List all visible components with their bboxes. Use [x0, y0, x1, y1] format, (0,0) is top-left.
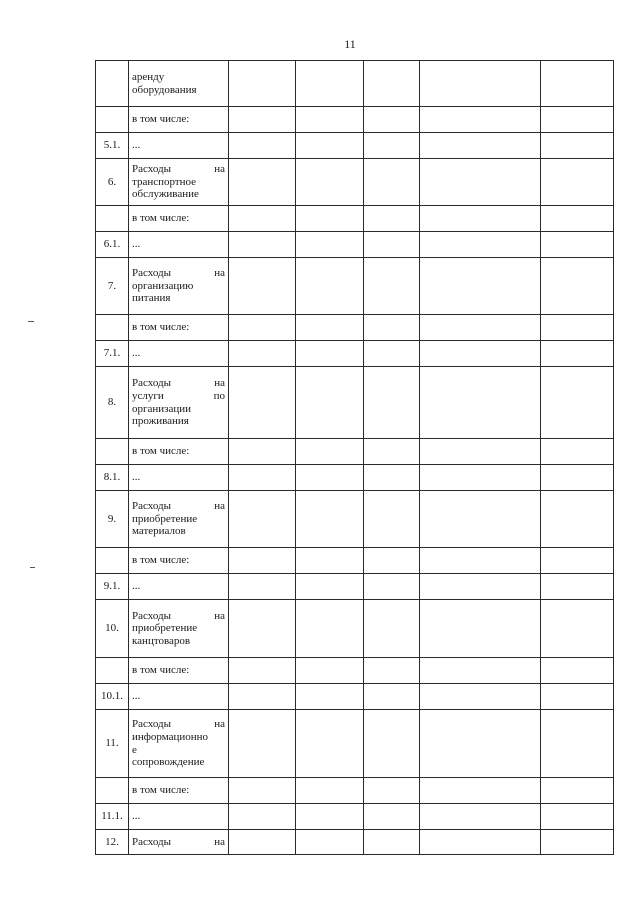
- empty-cell: [541, 232, 614, 258]
- row-description: [129, 107, 229, 133]
- row-description: [129, 830, 229, 855]
- empty-cell: [296, 804, 364, 830]
- row-number: [96, 778, 129, 804]
- description-line: е: [132, 743, 137, 756]
- row-number: 10.: [96, 600, 129, 658]
- empty-cell: [541, 341, 614, 367]
- empty-cell: [364, 258, 420, 315]
- table-row: [96, 658, 614, 684]
- empty-cell: [364, 439, 420, 465]
- row-description: [129, 574, 229, 600]
- empty-cell: [541, 574, 614, 600]
- empty-cell: [296, 778, 364, 804]
- empty-cell: [229, 491, 296, 548]
- empty-cell: [229, 341, 296, 367]
- table-row: [96, 341, 614, 367]
- description-line: ...: [132, 238, 141, 251]
- empty-cell: [364, 315, 420, 341]
- empty-cell: [420, 439, 541, 465]
- description-line: оборудования: [132, 83, 197, 96]
- empty-cell: [296, 439, 364, 465]
- empty-cell: [364, 804, 420, 830]
- empty-cell: [541, 548, 614, 574]
- row-description: [129, 658, 229, 684]
- empty-cell: [229, 658, 296, 684]
- empty-cell: [296, 830, 364, 855]
- description-line: ...: [132, 471, 141, 484]
- row-number: 11.1.: [96, 804, 129, 830]
- empty-cell: [364, 684, 420, 710]
- empty-cell: [296, 658, 364, 684]
- empty-cell: [364, 658, 420, 684]
- description-line: организацию: [132, 279, 194, 292]
- empty-cell: [420, 830, 541, 855]
- empty-cell: [229, 710, 296, 778]
- description-line: Расходы на: [132, 377, 225, 390]
- row-description: [129, 61, 229, 107]
- description-line: в том числе:: [132, 445, 190, 458]
- empty-cell: [364, 159, 420, 206]
- empty-cell: [229, 133, 296, 159]
- empty-cell: [364, 465, 420, 491]
- empty-cell: [229, 778, 296, 804]
- empty-cell: [229, 804, 296, 830]
- empty-cell: [229, 258, 296, 315]
- row-number: 8.: [96, 367, 129, 439]
- empty-cell: [420, 258, 541, 315]
- empty-cell: [364, 548, 420, 574]
- empty-cell: [364, 491, 420, 548]
- empty-cell: [420, 684, 541, 710]
- table-row: [96, 684, 614, 710]
- description-line: информационно: [132, 730, 209, 743]
- table-row: [96, 710, 614, 778]
- empty-cell: [420, 491, 541, 548]
- description-line: ...: [132, 580, 141, 593]
- empty-cell: [541, 658, 614, 684]
- row-description: [129, 367, 229, 439]
- description-line: Расходы на: [132, 835, 225, 848]
- empty-cell: [420, 658, 541, 684]
- description-line: в том числе:: [132, 784, 190, 797]
- description-line: Расходы на: [132, 718, 225, 731]
- row-description: [129, 258, 229, 315]
- description-line: в том числе:: [132, 321, 190, 334]
- empty-cell: [420, 206, 541, 232]
- empty-cell: [420, 315, 541, 341]
- empty-cell: [296, 258, 364, 315]
- row-number: [96, 206, 129, 232]
- margin-mark-upper: [28, 321, 34, 322]
- row-number: 7.1.: [96, 341, 129, 367]
- empty-cell: [364, 600, 420, 658]
- empty-cell: [296, 465, 364, 491]
- row-description: [129, 804, 229, 830]
- table-row: [96, 574, 614, 600]
- empty-cell: [541, 315, 614, 341]
- empty-cell: [420, 107, 541, 133]
- empty-cell: [541, 133, 614, 159]
- row-number: 9.1.: [96, 574, 129, 600]
- description-line: Расходы на: [132, 267, 225, 280]
- row-description: [129, 710, 229, 778]
- description-line: приобретение: [132, 512, 198, 525]
- empty-cell: [420, 778, 541, 804]
- row-description: [129, 778, 229, 804]
- empty-cell: [364, 830, 420, 855]
- description-line: аренду: [132, 70, 165, 83]
- table-row: [96, 439, 614, 465]
- description-line: в том числе:: [132, 212, 190, 225]
- table-row: [96, 258, 614, 315]
- row-description: [129, 341, 229, 367]
- description-line: услуги по: [132, 389, 225, 402]
- description-line: Расходы на: [132, 163, 225, 176]
- empty-cell: [420, 710, 541, 778]
- description-line: ...: [132, 810, 141, 823]
- row-description: [129, 684, 229, 710]
- empty-cell: [420, 465, 541, 491]
- table-row: [96, 778, 614, 804]
- empty-cell: [229, 206, 296, 232]
- description-line: ...: [132, 139, 141, 152]
- empty-cell: [364, 107, 420, 133]
- empty-cell: [541, 107, 614, 133]
- empty-cell: [541, 61, 614, 107]
- empty-cell: [541, 439, 614, 465]
- empty-cell: [296, 367, 364, 439]
- empty-cell: [364, 710, 420, 778]
- empty-cell: [420, 574, 541, 600]
- empty-cell: [296, 491, 364, 548]
- description-line: ...: [132, 690, 141, 703]
- empty-cell: [229, 159, 296, 206]
- empty-cell: [420, 232, 541, 258]
- empty-cell: [229, 465, 296, 491]
- description-line: в том числе:: [132, 554, 190, 567]
- table-row: [96, 206, 614, 232]
- table-row: [96, 107, 614, 133]
- description-line: организации: [132, 402, 192, 415]
- description-line: Расходы на: [132, 609, 225, 622]
- empty-cell: [229, 600, 296, 658]
- description-line: в том числе:: [132, 664, 190, 677]
- empty-cell: [296, 548, 364, 574]
- table-row: [96, 830, 614, 855]
- expense-table: [95, 60, 614, 855]
- empty-cell: [541, 491, 614, 548]
- row-number: [96, 315, 129, 341]
- description-line: проживания: [132, 415, 189, 428]
- empty-cell: [541, 206, 614, 232]
- empty-cell: [420, 133, 541, 159]
- empty-cell: [541, 830, 614, 855]
- description-line: канцтоваров: [132, 634, 191, 647]
- table-row: [96, 133, 614, 159]
- row-number: 11.: [96, 710, 129, 778]
- description-line: приобретение: [132, 622, 198, 635]
- empty-cell: [420, 600, 541, 658]
- empty-cell: [364, 133, 420, 159]
- row-number: 10.1.: [96, 684, 129, 710]
- empty-cell: [229, 684, 296, 710]
- row-number: [96, 107, 129, 133]
- row-number: 8.1.: [96, 465, 129, 491]
- empty-cell: [420, 804, 541, 830]
- row-number: 5.1.: [96, 133, 129, 159]
- empty-cell: [364, 341, 420, 367]
- empty-cell: [296, 206, 364, 232]
- empty-cell: [420, 548, 541, 574]
- row-description: [129, 548, 229, 574]
- row-description: [129, 232, 229, 258]
- empty-cell: [229, 548, 296, 574]
- description-line: ...: [132, 347, 141, 360]
- empty-cell: [229, 830, 296, 855]
- description-line: Расходы на: [132, 500, 225, 513]
- row-description: [129, 465, 229, 491]
- row-number: 6.1.: [96, 232, 129, 258]
- empty-cell: [364, 206, 420, 232]
- empty-cell: [229, 61, 296, 107]
- empty-cell: [296, 315, 364, 341]
- table-row: [96, 61, 614, 107]
- empty-cell: [296, 232, 364, 258]
- row-number: 6.: [96, 159, 129, 206]
- empty-cell: [296, 710, 364, 778]
- empty-cell: [541, 600, 614, 658]
- table-row: [96, 159, 614, 206]
- table-row: [96, 804, 614, 830]
- empty-cell: [420, 341, 541, 367]
- row-number: [96, 439, 129, 465]
- empty-cell: [541, 778, 614, 804]
- row-description: [129, 206, 229, 232]
- empty-cell: [229, 574, 296, 600]
- row-description: [129, 491, 229, 548]
- row-number: [96, 548, 129, 574]
- empty-cell: [541, 684, 614, 710]
- row-description: [129, 133, 229, 159]
- empty-cell: [541, 804, 614, 830]
- empty-cell: [296, 133, 364, 159]
- empty-cell: [364, 367, 420, 439]
- page-number: 11: [344, 37, 356, 51]
- description-line: транспортное: [132, 175, 197, 188]
- row-number: 9.: [96, 491, 129, 548]
- empty-cell: [229, 367, 296, 439]
- row-description: [129, 439, 229, 465]
- table-row: [96, 367, 614, 439]
- row-number: [96, 61, 129, 107]
- table-row: [96, 315, 614, 341]
- table-row: [96, 600, 614, 658]
- row-number: 12.: [96, 830, 129, 855]
- table-row: [96, 232, 614, 258]
- description-line: обслуживание: [132, 188, 199, 201]
- empty-cell: [296, 684, 364, 710]
- empty-cell: [296, 159, 364, 206]
- empty-cell: [364, 574, 420, 600]
- empty-cell: [364, 61, 420, 107]
- empty-cell: [420, 159, 541, 206]
- table-row: [96, 548, 614, 574]
- margin-mark-lower: [30, 567, 35, 568]
- empty-cell: [364, 232, 420, 258]
- row-description: [129, 315, 229, 341]
- empty-cell: [229, 439, 296, 465]
- row-description: [129, 159, 229, 206]
- empty-cell: [420, 61, 541, 107]
- empty-cell: [296, 61, 364, 107]
- empty-cell: [296, 600, 364, 658]
- row-number: 7.: [96, 258, 129, 315]
- empty-cell: [296, 574, 364, 600]
- table-row: [96, 491, 614, 548]
- empty-cell: [541, 159, 614, 206]
- empty-cell: [296, 341, 364, 367]
- empty-cell: [229, 315, 296, 341]
- row-number: [96, 658, 129, 684]
- description-line: сопровождение: [132, 756, 205, 769]
- empty-cell: [364, 778, 420, 804]
- description-line: материалов: [132, 525, 186, 538]
- description-line: в том числе:: [132, 113, 190, 126]
- empty-cell: [541, 367, 614, 439]
- empty-cell: [229, 232, 296, 258]
- empty-cell: [420, 367, 541, 439]
- empty-cell: [229, 107, 296, 133]
- table-row: [96, 465, 614, 491]
- empty-cell: [296, 107, 364, 133]
- empty-cell: [541, 258, 614, 315]
- empty-cell: [541, 465, 614, 491]
- empty-cell: [541, 710, 614, 778]
- description-line: питания: [132, 292, 171, 305]
- row-description: [129, 600, 229, 658]
